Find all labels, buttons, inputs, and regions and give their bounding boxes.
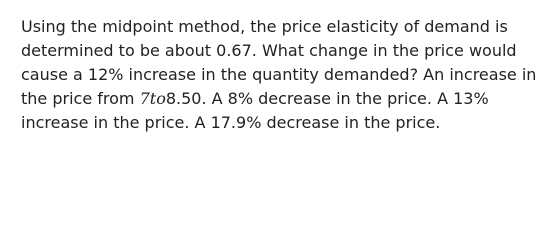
- math-fragment: 7to: [139, 89, 166, 108]
- question-text-part-1: Using the midpoint method, the price elasticity of demand is determined to be about 0.67. What change in the price would cause a 12% increase in the quantity demanded? An increase in the price from: [21, 17, 537, 108]
- question-text-part-2: 8.50. A 8% decrease in the price. A 13% increase in the price. A 17.9% decrease in the price.: [21, 89, 489, 132]
- question-text: [21, 15, 541, 135]
